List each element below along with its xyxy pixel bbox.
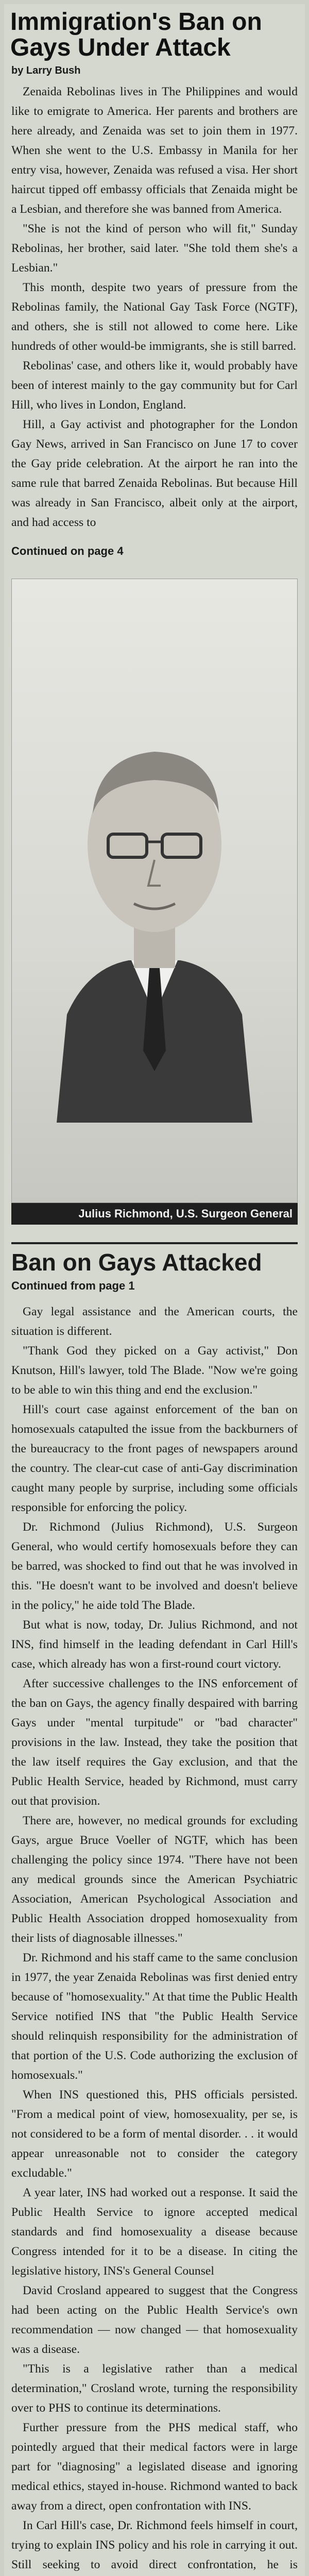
paragraph: David Crosland appeared to suggest that the Congress had been acting on the Public Health Service's own recommendation — now changed — that homosexuality was a disease. [11,2284,298,2356]
article-body [4,82,305,558]
article-continuation-body [4,1302,305,2576]
portrait-illustration [46,659,263,1123]
paragraph: There are, however, no medical grounds for excluding Gays, argue Bruce Voeller of NGTF, which has been challenging the policy since 1974. "There have not been any medical grounds since the American Psychiatric Association, American Psychological Association and Public Health Association dropped homosexuality from their lists of diagnosable illnesses." [11,1814,298,1945]
paragraph: Further pressure from the PHS medical staff, who pointedly argued that their medical factors were in large part for "diagnosing" a legislated disease and ignoring medical ethics, stayed in-house. Richmond wanted to back away from a direct, open confrontation with INS. [11,2421,298,2513]
portrait-photo [11,579,298,1203]
paragraph: Dr. Richmond (Julius Richmond), U.S. Surgeon General, who would certify homosexuals before they can be barred, was shocked to find out that he was involved in this. "He doesn't want to be involved and doesn't believe in the policy," he aide told The Blade. [11,1520,298,1612]
byline: by Larry Bush [11,65,81,76]
paragraph: Dr. Richmond and his staff came to the same conclusion in 1977, the year Zenaida Rebolinas was first denied entry because of "homosexuality." At that time the Public Health Service notified INS that "the Public Health Service should relinquish responsibility for the administration of that portion of the U.S. Code authorizing the exclusion of homosexuals." [11,1951,298,2082]
paragraph: Gay legal assistance and the American courts, the situation is different. [11,1305,298,1338]
photo-caption: Julius Richmond, U.S. Surgeon General [11,1203,298,1225]
section-headline: Ban on Gays Attacked [11,1249,262,1276]
paragraph: "This is a legislative rather than a medical determination," Crosland wrote, turning the responsibility over to PHS to continue its determinations. [11,2362,298,2415]
paragraph: Rebolinas' case, and others like it, would probably have been of interest mainly to the gay community but for Carl Hill, who lives in London, England. [11,359,298,412]
paragraph: This month, despite two years of pressure from the Rebolinas family, the National Gay Task Force (NGTF), and others, she is still not allowed to come here. Like hundreds of other would-be immigrants, she is still barred. [11,281,298,353]
continued-from-label: Continued from page 1 [11,1279,135,1292]
paragraph: A year later, INS had worked out a response. It said the Public Health Service to ignore accepted medical standards and find homosexuality a disease because Congress intended for it to be a disease. In citing the legislative history, INS's General Counsel [11,2186,298,2278]
paragraph: When INS questioned this, PHS officials persisted. "From a medical point of view, homosexuality, per se, is not considered to be a form of mental disorder. . . it would appear unreasonable not to consider the category excludable." [11,2088,298,2180]
paragraph: Hill, a Gay activist and photographer for the London Gay News, arrived in San Francisco on June 17 to cover the Gay pride celebration. At the airport he ran into the same rule that barred Zenaida Rebolinas. But because Hill was already in San Francisco, albeit only at the airport, and had access to [11,418,298,529]
article-headline: Immigration's Ban on Gays Under Attack [10,8,262,61]
paragraph: In Carl Hill's case, Dr. Richmond feels himself in court, trying to explain INS policy and his role in carrying it out. Still seeking to avoid direct confrontation, he is [11,2519,298,2571]
paragraph: After successive challenges to the INS enforcement of the ban on Gays, the agency finally despaired with barring Gays under "mental turpitude" or "bad character" provisions in the law. Instead, they take the position that the law itself requires the Gay exclusion, and that the Public Health Service, headed by Richmond, must carry out that provision. [11,1677,298,1808]
paragraph: "Thank God they picked on a Gay activist," Don Knutson, Hill's lawyer, told The Blade. "Now we're going to be able to win this thing and end the exclusion." [11,1344,298,1397]
paragraph: "She is not the kind of person who will fit," Sunday Rebolinas, her brother, said later. "She told them she's a Lesbian." [11,222,298,275]
newspaper-page [4,4,305,2576]
continued-on-label: Continued on page 4 [11,545,124,557]
paragraph: Hill's court case against enforcement of the ban on homosexuals catapulted the issue from the backburners of the bureaucracy to the front pages of newspapers around the country. The clear-cut case of anti-Gay discrimination caught many people by surprise, including some officials responsible for enforcing the policy. [11,1403,298,1514]
section-divider [11,1242,298,1244]
paragraph: Zenaida Rebolinas lives in The Philippines and would like to emigrate to America. Her parents and brothers are here already, and Zenaida was set to join them in 1977. When she went to the U.S. Embassy in Manila for her entry visa, however, Zenaida was refused a visa. Her short haircut tipped off embassy officials that Zenaida might be a Lesbian, and therefore she was banned from America. [11,85,298,216]
paragraph: But what is now, today, Dr. Julius Richmond, and not INS, find himself in the leading defendant in Carl Hill's case, which already has won a first-round court victory. [11,1618,298,1671]
